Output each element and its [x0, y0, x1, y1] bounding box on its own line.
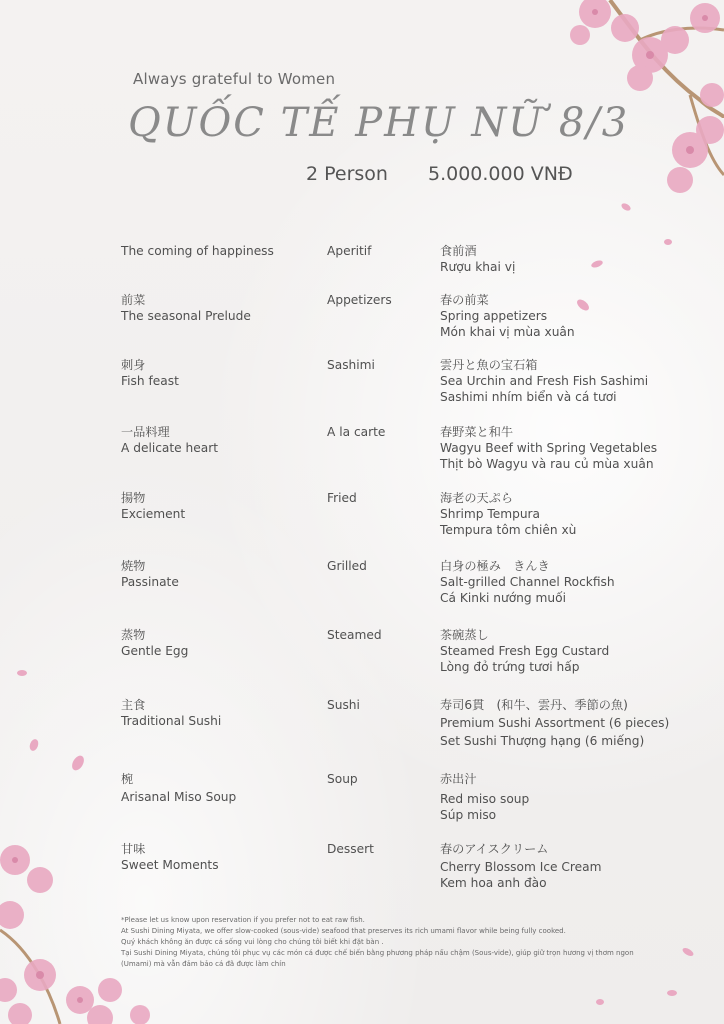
dish-en: Steamed Fresh Egg Custard — [440, 644, 610, 658]
course-en: The seasonal Prelude — [121, 309, 251, 323]
course-jp: 一品料理 — [121, 425, 170, 439]
course-en: Gentle Egg — [121, 644, 189, 658]
note-line: *Please let us know upon reservation if you prefer not to eat raw fish. — [121, 916, 365, 924]
dish-en: Sea Urchin and Fresh Fish Sashimi — [440, 374, 649, 388]
persons-count: 2 Person — [306, 163, 388, 185]
dish-jp: 寿司6貫 (和牛、雲丹、季節の魚) — [440, 698, 628, 712]
course-en: Passinate — [121, 575, 179, 589]
course-en: A delicate heart — [121, 441, 219, 455]
course-en: Traditional Sushi — [121, 714, 222, 728]
dish-vi: Thịt bò Wagyu và rau củ mùa xuân — [440, 457, 654, 471]
footnotes — [121, 915, 661, 970]
note-line: (Umami) mà vẫn đảm bảo cá đã được làm chín — [121, 960, 286, 968]
branch-bottom-left — [0, 930, 60, 1024]
dish-vi: Set Sushi Thượng hạng (6 miếng) — [440, 734, 645, 748]
dish-jp: 海老の天ぷら — [440, 491, 514, 505]
course-en: The coming of happiness — [121, 244, 274, 258]
course-jp: 椀 — [121, 772, 134, 786]
course-category: Sashimi — [327, 358, 375, 372]
page-title: QUỐC TẾ PHỤ NỮ 8/3 — [128, 100, 630, 146]
note-line: Tại Sushi Dining Miyata, chúng tôi phục vụ các món cá được chế biến bằng phương pháp nấu chậm (Sous-vide), giúp giữ trọn hương vị thơm ngon — [121, 949, 634, 957]
dish-vi: Sashimi nhím biển và cá tươi — [440, 390, 617, 404]
course-category: Appetizers — [327, 293, 392, 307]
dish-vi: Súp miso — [440, 808, 497, 822]
dish-en: Spring appetizers — [440, 309, 548, 323]
dish-jp: 食前酒 — [440, 244, 477, 258]
dish-jp: 雲丹と魚の宝石箱 — [440, 358, 538, 372]
dish-jp: 赤出汁 — [440, 772, 477, 786]
course-en: Arisanal Miso Soup — [121, 790, 237, 804]
dish-jp: 春野菜と和牛 — [440, 425, 514, 439]
course-category: Dessert — [327, 842, 374, 856]
course-en: Sweet Moments — [121, 858, 219, 872]
dish-jp: 白身の極み きんき — [440, 559, 550, 573]
course-jp: 主食 — [121, 698, 146, 712]
dish-jp: 春の前菜 — [440, 293, 489, 307]
course-en: Fish feast — [121, 374, 179, 388]
price: 5.000.000 VNĐ — [428, 163, 573, 185]
dish-en: Salt-grilled Channel Rockfish — [440, 575, 615, 589]
course-category: A la carte — [327, 425, 386, 439]
course-category: Soup — [327, 772, 358, 786]
dish-jp: 茶碗蒸し — [440, 628, 489, 642]
dish-en: Red miso soup — [440, 792, 530, 806]
dish-vi: Tempura tôm chiên xù — [440, 523, 577, 537]
course-category: Fried — [327, 491, 357, 505]
note-line: At Sushi Dining Miyata, we offer slow-cooked (sous-vide) seafood that preserves its rich umami flavor while being fully cooked. — [121, 927, 566, 935]
dish-vi: Kem hoa anh đào — [440, 876, 547, 890]
course-jp: 蒸物 — [121, 628, 146, 642]
branch-top-right-3 — [690, 95, 724, 175]
course-jp: 刺身 — [121, 358, 146, 372]
dish-en: Shrimp Tempura — [440, 507, 541, 521]
dish-jp: 春のアイスクリーム — [440, 842, 549, 856]
dish-vi: Món khai vị mùa xuân — [440, 325, 575, 339]
course-en: Exciement — [121, 507, 186, 521]
course-jp: 前菜 — [121, 293, 146, 307]
dish-en: Cherry Blossom Ice Cream — [440, 860, 602, 874]
course-jp: 揚物 — [121, 491, 146, 505]
note-line: Quý khách không ăn được cá sống vui lòng cho chúng tôi biết khi đặt bàn . — [121, 938, 384, 946]
course-jp: 甘味 — [121, 842, 146, 856]
course-category: Sushi — [327, 698, 360, 712]
dish-vi: Cá Kinki nướng muối — [440, 591, 566, 605]
course-category: Aperitif — [327, 244, 372, 258]
dish-vi: Lòng đỏ trứng tươi hấp — [440, 660, 580, 674]
dish-en: Rượu khai vị — [440, 260, 516, 274]
dish-en: Premium Sushi Assortment (6 pieces) — [440, 716, 670, 730]
subtitle: Always grateful to Women — [133, 70, 336, 88]
course-category: Grilled — [327, 559, 367, 573]
branch-top-right-2 — [640, 28, 724, 40]
dish-en: Wagyu Beef with Spring Vegetables — [440, 441, 658, 455]
course-category: Steamed — [327, 628, 382, 642]
course-jp: 焼物 — [121, 559, 146, 573]
